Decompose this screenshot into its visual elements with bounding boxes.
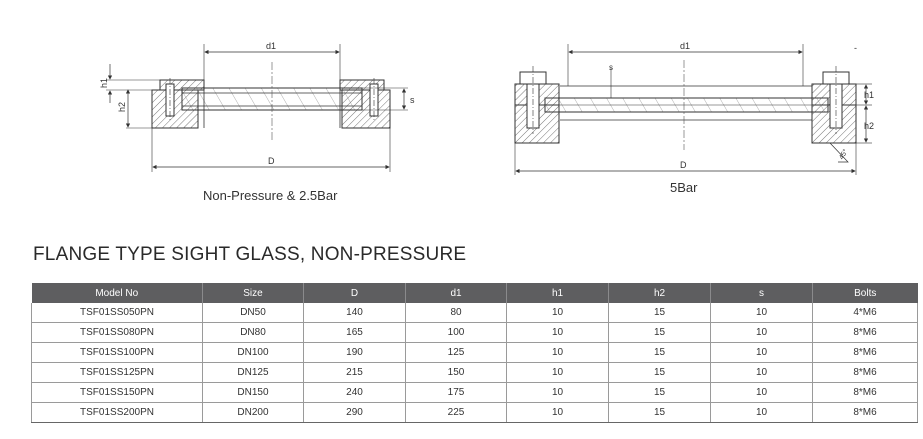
header-s: s (711, 283, 813, 303)
cell-D: 190 (304, 343, 406, 363)
cell-bolts: 8*M6 (813, 363, 918, 383)
cell-d1: 175 (406, 383, 507, 403)
cell-s: 10 (711, 323, 813, 343)
cell-s: 10 (711, 363, 813, 383)
cell-h2: 15 (609, 383, 711, 403)
cell-h1: 10 (507, 403, 609, 423)
left-label-D: D (268, 156, 275, 166)
cell-s: 10 (711, 403, 813, 423)
right-flange-drawing (515, 41, 874, 175)
cell-bolts: 8*M6 (813, 383, 918, 403)
header-model-no: Model No (32, 283, 203, 303)
right-label-dash: - (854, 43, 857, 53)
cell-D: 140 (304, 303, 406, 323)
cell-d1: 80 (406, 303, 507, 323)
cell-model-no: TSF01SS050PN (32, 303, 203, 323)
cell-model-no: TSF01SS100PN (32, 343, 203, 363)
table-header-row (32, 283, 918, 303)
cell-bolts: 8*M6 (813, 323, 918, 343)
spec-table (31, 283, 918, 423)
right-label-s: s (609, 63, 613, 72)
right-label-h2: h2 (864, 121, 875, 131)
cell-size: DN200 (203, 403, 304, 423)
table-row (32, 303, 918, 323)
table-row (32, 323, 918, 343)
cell-h2: 15 (609, 343, 711, 363)
cell-model-no: TSF01SS200PN (32, 403, 203, 423)
cell-D: 165 (304, 323, 406, 343)
cell-h2: 15 (609, 303, 711, 323)
cell-size: DN125 (203, 363, 304, 383)
cell-s: 10 (711, 303, 813, 323)
technical-drawings (0, 0, 923, 215)
table-row (32, 403, 918, 423)
cell-bolts: 8*M6 (813, 403, 918, 423)
header-D: D (304, 283, 406, 303)
cell-D: 290 (304, 403, 406, 423)
cell-d1: 225 (406, 403, 507, 423)
cell-model-no: TSF01SS150PN (32, 383, 203, 403)
cell-h2: 15 (609, 363, 711, 383)
cell-h1: 10 (507, 323, 609, 343)
cell-size: DN50 (203, 303, 304, 323)
cell-h1: 10 (507, 383, 609, 403)
table-row (32, 363, 918, 383)
header-h1: h1 (507, 283, 609, 303)
cell-h2: 15 (609, 323, 711, 343)
left-label-d1: d1 (266, 41, 277, 51)
cell-d1: 100 (406, 323, 507, 343)
right-drawing-caption: 5Bar (670, 180, 698, 195)
cell-d1: 150 (406, 363, 507, 383)
header-d1: d1 (406, 283, 507, 303)
cell-h1: 10 (507, 343, 609, 363)
cell-bolts: 4*M6 (813, 303, 918, 323)
cell-bolts: 8*M6 (813, 343, 918, 363)
header-h2: h2 (609, 283, 711, 303)
cell-size: DN100 (203, 343, 304, 363)
left-label-h2: h2 (117, 101, 127, 112)
cell-size: DN80 (203, 323, 304, 343)
right-label-angle: 45° (838, 148, 850, 161)
left-label-s: s (410, 95, 415, 105)
left-drawing-caption: Non-Pressure & 2.5Bar (203, 188, 338, 203)
cell-h1: 10 (507, 303, 609, 323)
right-label-h1: h1 (864, 90, 875, 100)
left-flange-drawing (99, 41, 415, 172)
right-label-D: D (680, 160, 687, 170)
cell-D: 215 (304, 363, 406, 383)
left-label-h1: h1 (99, 77, 109, 88)
cell-size: DN150 (203, 383, 304, 403)
table-row (32, 383, 918, 403)
cell-s: 10 (711, 383, 813, 403)
cell-h2: 15 (609, 403, 711, 423)
cell-model-no: TSF01SS080PN (32, 323, 203, 343)
header-bolts: Bolts (813, 283, 918, 303)
page-title: FLANGE TYPE SIGHT GLASS, NON-PRESSURE (33, 244, 467, 265)
cell-model-no: TSF01SS125PN (32, 363, 203, 383)
cell-d1: 125 (406, 343, 507, 363)
right-label-d1: d1 (680, 41, 691, 51)
cell-s: 10 (711, 343, 813, 363)
header-size: Size (203, 283, 304, 303)
cell-D: 240 (304, 383, 406, 403)
cell-h1: 10 (507, 363, 609, 383)
table-row (32, 343, 918, 363)
